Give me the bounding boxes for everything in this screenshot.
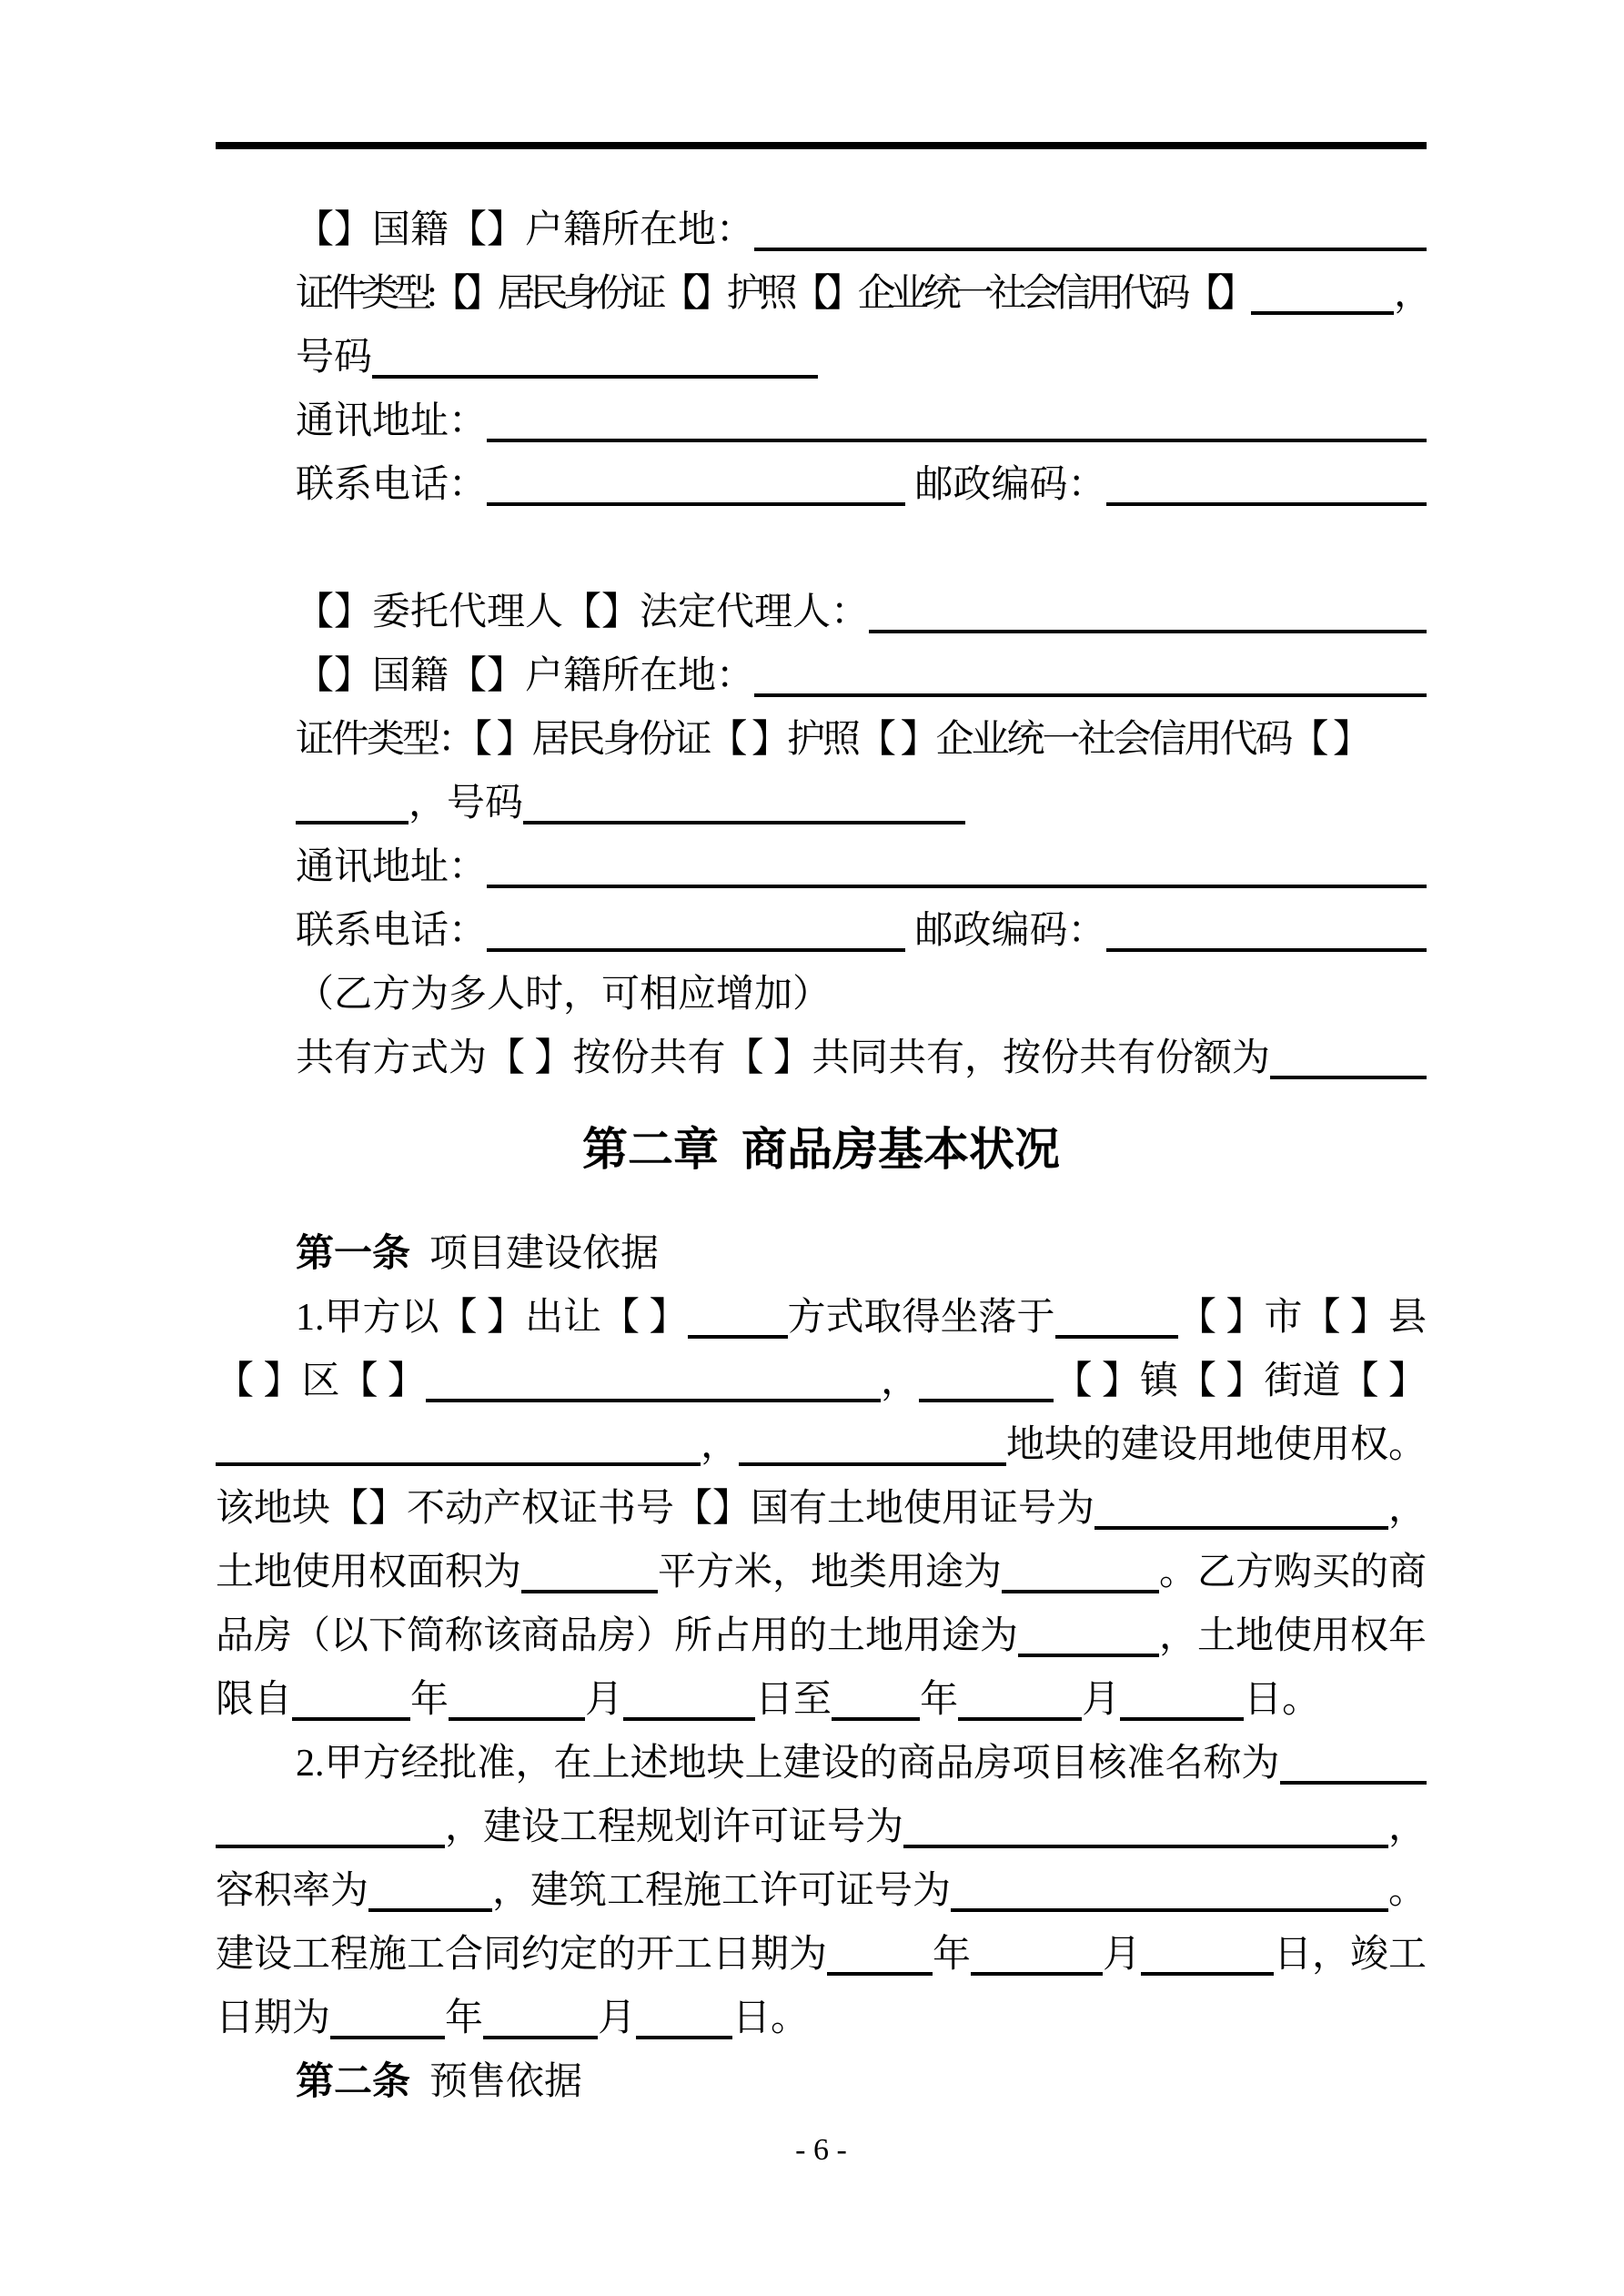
blank-underline bbox=[449, 1717, 585, 1721]
blank-underline bbox=[688, 1335, 788, 1339]
blank-underline bbox=[1002, 1590, 1159, 1593]
text-run: 月 bbox=[598, 1998, 637, 2039]
text-run: 地块的建设用地使用权。 bbox=[1005, 1424, 1427, 1466]
line-id-type-1 bbox=[216, 262, 1427, 326]
clause-1-item-1g bbox=[216, 1668, 1427, 1732]
document-body bbox=[216, 198, 1427, 2114]
blank-underline bbox=[754, 248, 1427, 251]
blank-underline bbox=[1251, 311, 1394, 315]
text-run: 年 bbox=[920, 1679, 959, 1721]
text-run: 日。 bbox=[1244, 1679, 1321, 1721]
blank-underline bbox=[523, 821, 965, 824]
text-run: 联系电话： bbox=[296, 910, 488, 952]
text-run: ， bbox=[701, 1424, 740, 1466]
blank-underline bbox=[1106, 948, 1427, 952]
blank-underline bbox=[636, 2036, 732, 2039]
text-run: 【 】镇【 】街道【 】 bbox=[1054, 1360, 1427, 1402]
text-run: 邮政编码： bbox=[905, 464, 1106, 506]
blank-underline bbox=[521, 1590, 658, 1593]
text-run: 年 bbox=[410, 1679, 449, 1721]
line-phone-zip-2 bbox=[216, 899, 1427, 963]
chapter-2-heading bbox=[216, 1108, 1427, 1190]
text-run: 方式取得坐落于 bbox=[787, 1297, 1055, 1339]
line-multi-buyer-note bbox=[216, 963, 1427, 1027]
text-run: ， bbox=[1387, 1806, 1427, 1848]
text-run: 日期为 bbox=[216, 1998, 331, 2039]
text-run: 证件类型:【】居民身份证【】护照【】企业统一社会信用代码【】 bbox=[296, 273, 1251, 315]
text-run: 容积率为 bbox=[216, 1870, 369, 1912]
line-nationality-2 bbox=[216, 644, 1427, 708]
blank-underline bbox=[368, 1908, 492, 1912]
text-run: 项目建设依据 bbox=[410, 1233, 660, 1275]
text-run: （乙方为多人时，可相应增加） bbox=[296, 974, 832, 1016]
text-run: ， bbox=[1387, 1488, 1427, 1530]
line-id-type-2 bbox=[216, 708, 1427, 772]
line-co-ownership bbox=[216, 1027, 1427, 1090]
text-run: 日。 bbox=[732, 1998, 810, 2039]
text-run: ，建设工程规划许可证号为 bbox=[445, 1806, 904, 1848]
clause-1-item-1e bbox=[216, 1541, 1427, 1604]
blank-underline bbox=[827, 1972, 933, 1976]
clause-1-item-2b bbox=[216, 1795, 1427, 1859]
blank-underline bbox=[971, 1972, 1103, 1976]
clause-1-item-2e bbox=[216, 1987, 1427, 2050]
blank-underline bbox=[487, 502, 905, 506]
blank-underline bbox=[487, 885, 1427, 888]
blank-underline bbox=[623, 1717, 755, 1721]
text-run: 年 bbox=[445, 1998, 484, 2039]
text-run: 建设工程施工合同约定的开工日期为 bbox=[216, 1934, 828, 1976]
blank-underline bbox=[869, 630, 1427, 633]
bold-text-run: 第二条 bbox=[296, 2061, 411, 2103]
text-run: 【】委托代理人【】法定代理人： bbox=[296, 592, 870, 633]
blank-underline bbox=[1106, 502, 1427, 506]
text-run: 【】国籍【】户籍所在地： bbox=[296, 209, 755, 251]
blank-underline bbox=[739, 1462, 1006, 1466]
bold-text-run: 第一条 bbox=[296, 1233, 411, 1275]
blank-underline bbox=[1055, 1335, 1178, 1339]
blank-underline bbox=[487, 439, 1427, 442]
text-run: ，建筑工程施工许可证号为 bbox=[492, 1870, 952, 1912]
text-run: 1.甲方以【 】出让【 】 bbox=[296, 1297, 688, 1339]
text-run: 土地使用权面积为 bbox=[216, 1552, 522, 1593]
text-run: 该地块【】不动产权证书号【】国有土地使用证号为 bbox=[216, 1488, 1095, 1530]
clause-1-item-1a bbox=[216, 1286, 1427, 1350]
text-run: 预售依据 bbox=[410, 2061, 583, 2103]
text-run: ， bbox=[881, 1360, 920, 1402]
blank-underline bbox=[216, 1462, 701, 1466]
blank-underline bbox=[919, 1399, 1054, 1402]
text-run: 年 bbox=[933, 1934, 972, 1976]
clause-2-title bbox=[216, 2050, 1427, 2114]
clause-1-item-2c bbox=[216, 1859, 1427, 1923]
blank-underline bbox=[1270, 1076, 1427, 1079]
text-run: ，号码 bbox=[409, 783, 524, 824]
text-run: 号码 bbox=[296, 337, 373, 379]
text-run: 【 】市【 】县 bbox=[1177, 1297, 1427, 1339]
text-run: 。 bbox=[1387, 1870, 1427, 1912]
text-run: 通讯地址： bbox=[296, 400, 488, 442]
line-phone-zip-1 bbox=[216, 453, 1427, 517]
text-run: 限自 bbox=[216, 1679, 293, 1721]
blank-underline bbox=[1094, 1526, 1388, 1530]
text-run: 月 bbox=[585, 1679, 624, 1721]
clause-1-title bbox=[216, 1222, 1427, 1286]
blank-underline bbox=[1018, 1654, 1159, 1657]
line-nationality-1 bbox=[216, 198, 1427, 262]
blank-underline bbox=[372, 375, 818, 379]
blank-underline bbox=[951, 1908, 1388, 1912]
blank-underline bbox=[487, 948, 905, 952]
blank-underline bbox=[296, 821, 409, 824]
text-run: 品房（以下简称该商品房）所占用的土地用途为 bbox=[216, 1615, 1019, 1657]
clause-1-item-1c bbox=[216, 1413, 1427, 1477]
blank-underline bbox=[958, 1717, 1082, 1721]
text-run: 月 bbox=[1082, 1679, 1121, 1721]
text-run: 。乙方购买的商 bbox=[1158, 1552, 1427, 1593]
blank-underline bbox=[426, 1399, 881, 1402]
clause-1-item-2d bbox=[216, 1923, 1427, 1987]
blank-underline bbox=[1120, 1717, 1244, 1721]
line-address-1 bbox=[216, 389, 1427, 453]
blank-underline bbox=[330, 2036, 445, 2039]
text-run: 月 bbox=[1103, 1934, 1142, 1976]
blank-underline bbox=[903, 1845, 1388, 1848]
text-run: 证件类型：【 】居民身份证【 】护照【 】企业统一社会信用代码【 】 bbox=[296, 719, 1369, 761]
text-run: ， bbox=[1393, 273, 1427, 315]
blank-underline bbox=[483, 2036, 598, 2039]
text-run: 平方米，地类用途为 bbox=[658, 1552, 1003, 1593]
text-run: 邮政编码： bbox=[905, 910, 1106, 952]
clause-1-item-1f bbox=[216, 1604, 1427, 1668]
text-run: 【 】区【 】 bbox=[216, 1360, 427, 1402]
clause-1-item-1d bbox=[216, 1477, 1427, 1541]
header-rule bbox=[216, 142, 1427, 149]
text-run: 第二章 商品房基本状况 bbox=[582, 1124, 1060, 1175]
clause-1-item-2a bbox=[216, 1732, 1427, 1795]
text-run: 通讯地址： bbox=[296, 846, 488, 888]
text-run: 【】国籍【】户籍所在地： bbox=[296, 655, 755, 697]
blank-underline bbox=[832, 1717, 920, 1721]
blank-underline bbox=[292, 1717, 410, 1721]
text-run: 2.甲方经批准，在上述地块上建设的商品房项目核准名称为 bbox=[296, 1743, 1280, 1785]
text-run: 日至 bbox=[755, 1679, 832, 1721]
line-id-number-2 bbox=[216, 772, 1427, 835]
blank-underline bbox=[216, 1845, 445, 1848]
line-id-number-1 bbox=[216, 326, 1427, 389]
text-run: 共有方式为【 】按份共有【 】共同共有，按份共有份额为 bbox=[296, 1037, 1271, 1079]
blank-underline bbox=[1280, 1781, 1427, 1785]
line-agent bbox=[216, 581, 1427, 644]
blank-underline bbox=[754, 693, 1427, 697]
text-run: 联系电话： bbox=[296, 464, 488, 506]
page-number: - 6 - bbox=[795, 2133, 847, 2167]
text-run: 日，竣工 bbox=[1273, 1934, 1427, 1976]
line-address-2 bbox=[216, 835, 1427, 899]
clause-1-item-1b bbox=[216, 1350, 1427, 1413]
blank-underline bbox=[1141, 1972, 1274, 1976]
text-run: ，土地使用权年 bbox=[1158, 1615, 1427, 1657]
